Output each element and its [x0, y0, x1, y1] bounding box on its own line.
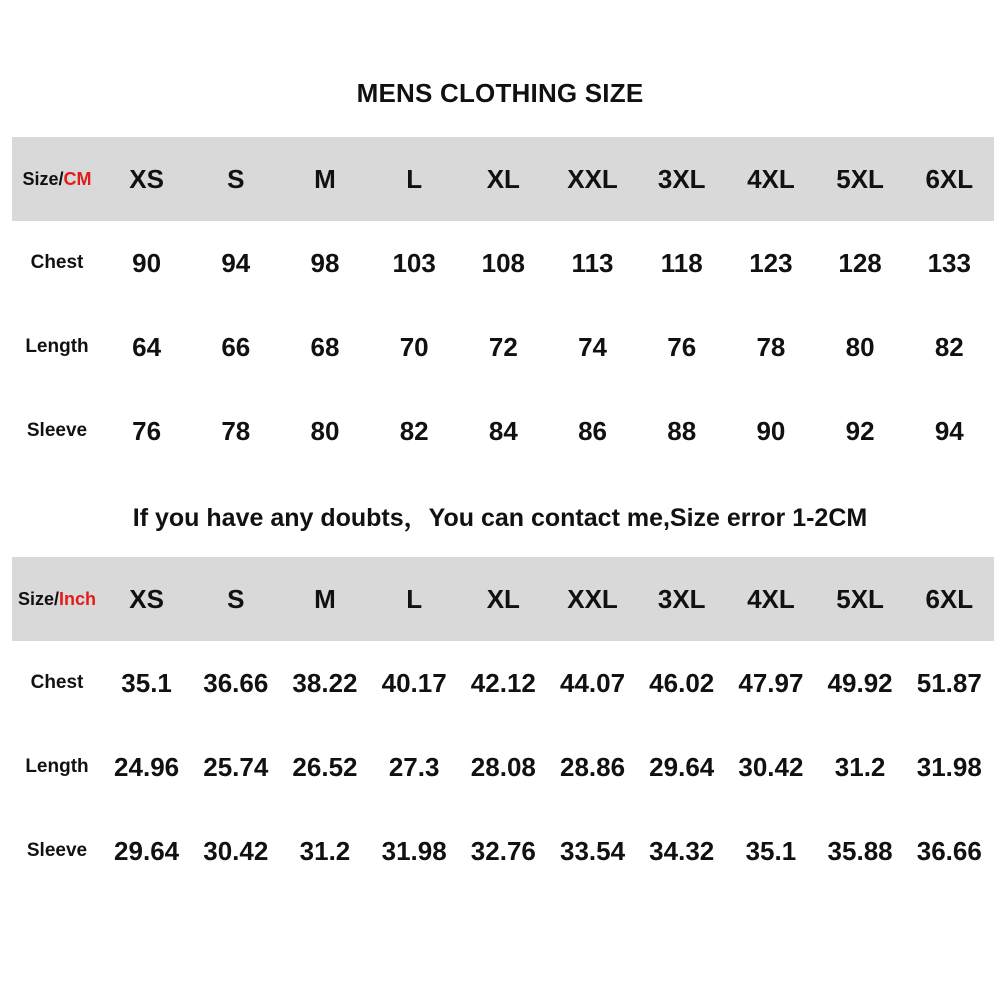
table-cell: 66 [221, 331, 251, 362]
size-header-cell: 5XL [836, 163, 884, 194]
row-label: Sleeve [26, 420, 88, 441]
table-cell: 33.54 [559, 835, 626, 866]
size-header-cell: S [227, 163, 245, 194]
header-label [12, 589, 102, 610]
table-cell: 80 [310, 415, 340, 446]
table-cell: 36.66 [916, 835, 982, 866]
table-cell: 42.12 [470, 667, 536, 698]
table-cell: 29.64 [649, 751, 715, 782]
size-header-cell: XL [486, 163, 520, 194]
table-cell: 113 [571, 247, 614, 278]
table-cell: 128 [838, 247, 882, 278]
size-header-cell: M [314, 583, 336, 614]
chart-title: MENS CLOTHING SIZE [356, 78, 644, 108]
row-label: Chest [30, 672, 84, 693]
table-cell: 35.88 [827, 835, 893, 866]
table-cell: 98 [310, 247, 340, 278]
table-header-row [12, 557, 994, 641]
size-header-cell: 4XL [747, 163, 795, 194]
table-row-chest [12, 641, 994, 725]
size-table-cm [12, 137, 994, 473]
table-cell: 72 [488, 331, 518, 362]
size-header-cell: XXL [567, 583, 618, 614]
size-header-cell: 3XL [657, 583, 706, 614]
size-header-cell: L [406, 163, 423, 194]
table-cell: 88 [667, 415, 697, 446]
size-header-cell: XS [129, 163, 164, 194]
size-header-cell: L [406, 583, 423, 614]
row-label: Length [25, 336, 89, 357]
table-cell: 70 [399, 331, 429, 362]
table-cell: 28.08 [470, 751, 536, 782]
table-cell: 64 [132, 331, 162, 362]
size-header-cell: M [314, 163, 336, 194]
table-cell: 47.97 [738, 667, 804, 698]
size-header-cell: 6XL [925, 163, 974, 194]
table-cell: 86 [578, 415, 607, 446]
table-cell: 30.42 [738, 751, 804, 782]
table-cell: 133 [927, 247, 971, 278]
table-cell: 76 [132, 415, 162, 446]
table-cell: 40.17 [381, 667, 447, 698]
table-cell: 46.02 [649, 667, 715, 698]
table-header-row [12, 137, 994, 221]
table-cell: 49.92 [827, 667, 893, 698]
size-header-cell: XXL [567, 163, 618, 194]
size-header-cell: XS [129, 583, 164, 614]
table-row-sleeve [12, 809, 994, 893]
table-cell: 26.52 [292, 751, 358, 782]
table-cell: 36.66 [203, 667, 269, 698]
table-cell: 31.98 [381, 835, 447, 866]
header-label [12, 169, 102, 190]
table-cell: 78 [756, 331, 786, 362]
contact-note: If you have any doubts，You can contact me,Size error 1-2CM [132, 504, 868, 532]
table-cell: 28.86 [559, 751, 626, 782]
table-cell: 30.42 [203, 835, 269, 866]
table-cell: 74 [578, 331, 607, 362]
table-cell: 35.1 [121, 667, 172, 698]
table-cell: 24.96 [114, 751, 180, 782]
size-header-cell: S [227, 583, 245, 614]
table-cell: 92 [845, 415, 875, 446]
table-row-sleeve [12, 389, 994, 473]
table-cell: 94 [221, 247, 251, 278]
table-cell: 44.07 [559, 667, 626, 698]
row-label: Length [25, 756, 89, 777]
table-cell: 38.22 [292, 667, 358, 698]
table-cell: 80 [845, 331, 875, 362]
size-header-cell: 5XL [836, 583, 884, 614]
row-label: Chest [30, 252, 84, 273]
unit-label: CM [63, 168, 92, 189]
table-cell: 35.1 [745, 835, 797, 866]
table-cell: 90 [756, 415, 786, 446]
table-cell: 82 [934, 331, 964, 362]
table-cell: 76 [667, 331, 697, 362]
size-header-cell: 4XL [747, 583, 795, 614]
row-label: Sleeve [26, 840, 88, 861]
table-cell: 123 [749, 247, 793, 278]
table-row-length [12, 305, 994, 389]
table-cell: 108 [481, 247, 526, 278]
table-cell: 94 [934, 415, 964, 446]
table-cell: 90 [132, 247, 162, 278]
table-cell: 25.74 [203, 751, 269, 782]
table-cell: 31.2 [834, 751, 886, 782]
table-cell: 51.87 [916, 667, 982, 698]
table-cell: 84 [488, 415, 518, 446]
header-prefix: Size/ [17, 588, 59, 609]
table-cell: 34.32 [649, 835, 715, 866]
table-cell: 31.98 [916, 751, 982, 782]
table-row-chest [12, 221, 994, 305]
size-table-inch [12, 557, 994, 893]
table-cell: 32.76 [470, 835, 536, 866]
size-header-cell: 6XL [925, 583, 974, 614]
size-header-cell: 3XL [657, 163, 706, 194]
table-cell: 31.2 [299, 835, 351, 866]
table-cell: 27.3 [388, 751, 440, 782]
table-cell: 82 [399, 415, 429, 446]
table-cell: 68 [310, 331, 340, 362]
table-row-length [12, 725, 994, 809]
table-cell: 118 [660, 247, 703, 278]
table-cell: 103 [392, 247, 436, 278]
unit-label: Inch [59, 588, 97, 609]
table-cell: 29.64 [114, 835, 180, 866]
table-cell: 78 [221, 415, 251, 446]
header-prefix: Size/ [22, 168, 64, 189]
size-header-cell: XL [486, 583, 520, 614]
